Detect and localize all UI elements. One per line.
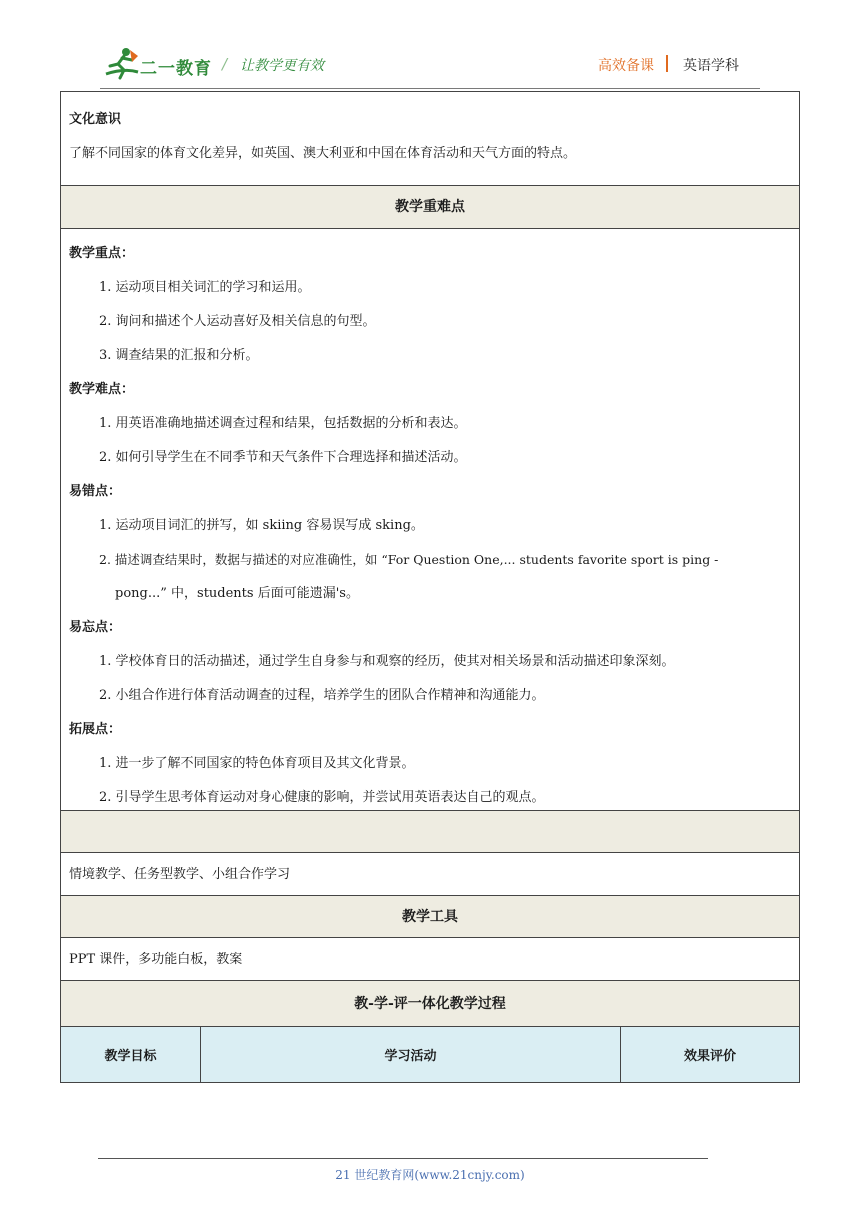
brand-slogan: 让教学更有效 <box>240 58 324 74</box>
extend-item: 1. 进一步了解不同国家的特色体育项目及其文化背景。 <box>99 756 415 771</box>
process-band: 教-学-评一体化教学过程 <box>61 981 799 1027</box>
methods-text: 情境教学、任务型教学、小组合作学习 <box>61 853 799 896</box>
difficult-title: 教学难点： <box>69 382 135 397</box>
column-header-activity: 学习活动 <box>201 1027 621 1082</box>
forget-title: 易忘点： <box>69 620 122 635</box>
header-tag-efficient: 高效备课 <box>598 58 654 74</box>
footer-link[interactable]: 21 世纪教育网(www.21cnjy.com) <box>335 1168 525 1182</box>
forget-item: 2. 小组合作进行体育活动调查的过程，培养学生的团队合作精神和沟通能力。 <box>99 688 545 703</box>
header-tag-subject: 英语学科 <box>683 58 739 74</box>
column-header-goal: 教学目标 <box>61 1027 201 1082</box>
extend-title: 拓展点： <box>69 722 122 737</box>
lesson-plan-table <box>60 91 800 1083</box>
focus-item: 1. 运动项目相关词汇的学习和运用。 <box>99 280 311 295</box>
column-header-evaluation: 效果评价 <box>683 1049 736 1064</box>
culture-title: 文化意识 <box>69 112 122 127</box>
focus-title: 教学重点： <box>69 246 135 261</box>
methods-band <box>61 811 799 853</box>
culture-text: 了解不同国家的体育文化差异，如英国、澳大利亚和中国在体育活动和天气方面的特点。 <box>69 146 577 161</box>
difficult-item: 2. 如何引导学生在不同季节和天气条件下合理选择和描述活动。 <box>99 450 467 465</box>
error-title: 易错点： <box>69 484 122 499</box>
forget-item: 1. 学校体育日的活动描述，通过学生自身参与和观察的经历，使其对相关场景和活动描述印象深刻。 <box>99 654 675 669</box>
extend-item: 2. 引导学生思考体育运动对身心健康的影响，并尝试用英语表达自己的观点。 <box>99 790 545 805</box>
process-column-headers <box>61 1027 799 1082</box>
tools-text: PPT 课件，多功能白板，教案 <box>61 938 799 981</box>
tools-band: 教学工具 <box>61 896 799 938</box>
header-tag-separator <box>666 55 668 72</box>
focus-item: 2. 询问和描述个人运动喜好及相关信息的句型。 <box>99 314 376 329</box>
focus-item: 3. 调查结果的汇报和分析。 <box>99 348 259 363</box>
brand-name: 二一教育 <box>140 59 212 79</box>
header-rule <box>100 88 760 89</box>
key-points-content <box>61 229 799 811</box>
footer-rule <box>98 1158 708 1159</box>
culture-row <box>61 92 799 186</box>
error-item: 1. 运动项目词汇的拼写，如 skiing 容易误写成 sking。 <box>99 518 424 533</box>
difficult-item: 1. 用英语准确地描述调查过程和结果，包括数据的分析和表达。 <box>99 416 467 431</box>
page-header <box>0 0 860 90</box>
error-item: 2. 描述调查结果时，数据与描述的对应准确性，如 “For Question One,... students favorite sport is ping - <box>99 552 719 567</box>
header-divider: / <box>222 55 228 73</box>
key-points-band: 教学重难点 <box>61 186 799 229</box>
error-item-continued: pong...” 中，students 后面可能遗漏's。 <box>115 586 359 601</box>
